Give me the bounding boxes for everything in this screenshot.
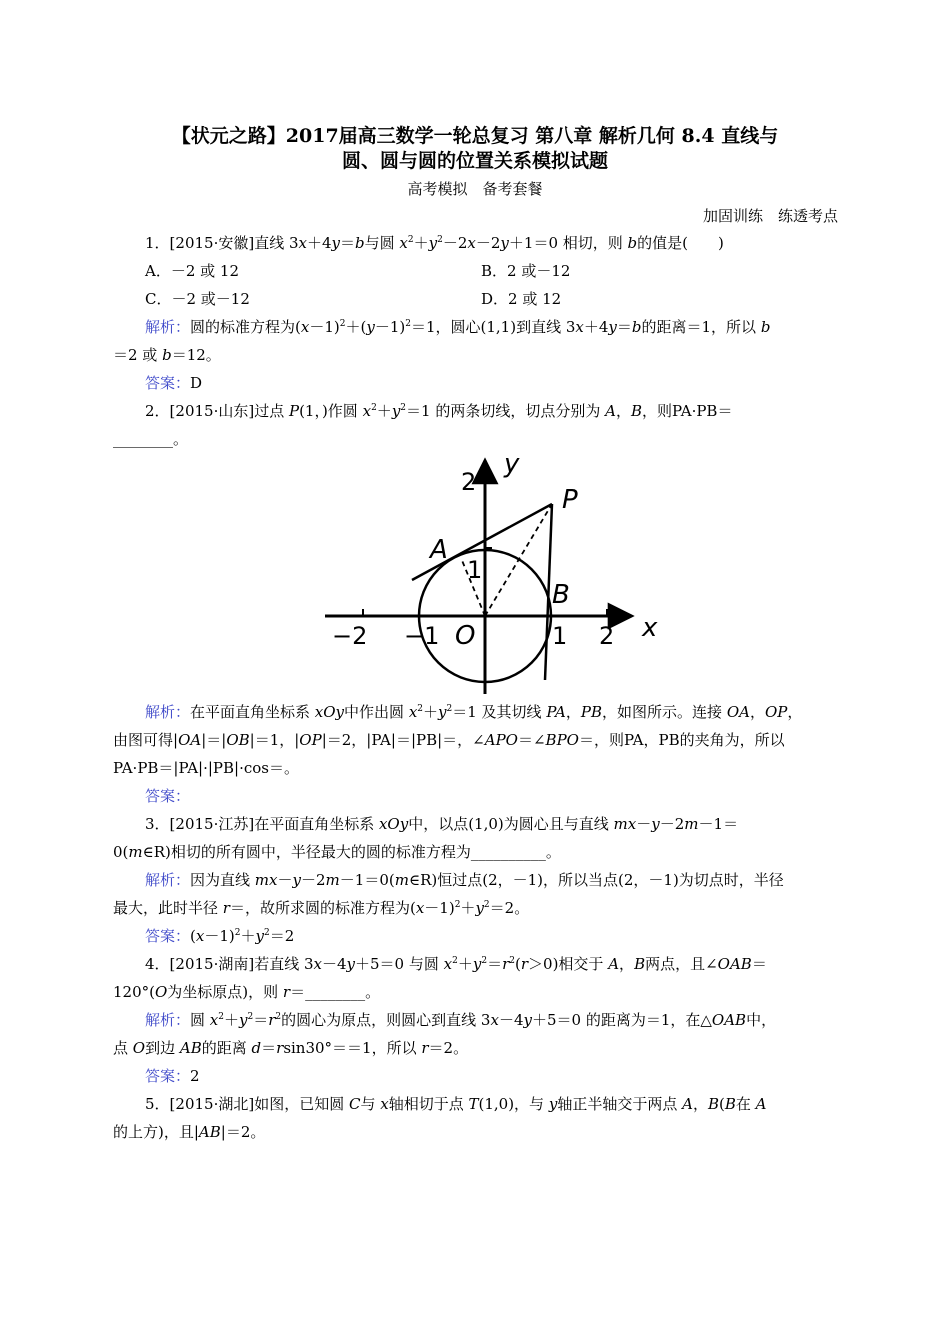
origin-label: O xyxy=(455,621,476,651)
tick-label-xm1: −1 xyxy=(404,622,440,650)
q4-analysis: 解析：圆 $x^2+y^2=r^2$的圆心为原点，则圆心到直线 3x－4y＋5＝0 的距离为＝1，在△OAB中， xyxy=(145,1011,777,1029)
q2-stem: 2．[2015·山东]过点 P(1，)作圆 $x^2+y^2=1$ 的两条切线，切点分别为 A，B，则PA·PB＝ xyxy=(145,402,733,420)
q1-option-d: D．2 或 12 xyxy=(481,290,562,308)
q3-answer: 答案：$(x-1)^2+y^2=2$ xyxy=(145,927,295,945)
q4-stem: 4．[2015·湖南]若直线 3x－4y＋5＝0 与圆 $x^2+y^2=r^2(r>0)$相交于 A，B两点，且∠OAB＝ xyxy=(145,955,767,973)
tick-label-xm2: −2 xyxy=(332,622,368,650)
q4-stem-cont: 120°(O为坐标原点)，则 r＝________。 xyxy=(113,983,381,1001)
subtitle: 高考模拟 备考套餐 xyxy=(407,180,543,198)
point-a-label: A xyxy=(430,535,448,565)
document-title: 【状元之路】2017届高三数学一轮总复习 第八章 解析几何 8.4 直线与 圆、圆与圆的位置关系模拟试题 xyxy=(171,125,779,172)
q4-analysis-cont: 点 O到边 AB的距离 d＝rsin30°＝＝1，所以 r＝2。 xyxy=(113,1039,469,1057)
q1-analysis: 解析：圆的标准方程为$(x-1)^2+(y-1)^2=1$，圆心(1,1)到直线 3x＋4y＝b的距离＝1，所以 b xyxy=(145,318,771,336)
point-b-label: B xyxy=(552,580,570,610)
q2-analysis-cont2: PA·PB＝|PA|·|PB|·cos＝。 xyxy=(113,759,299,777)
point-p-label: P xyxy=(562,485,578,515)
x-axis-label: x xyxy=(642,613,658,643)
tick-label-y1: 1 xyxy=(467,556,483,584)
q2-stem-cont: ________。 xyxy=(113,430,189,448)
q1-stem: 1．[2015·安徽]直线 3x＋4y＝b与圆 $x^2+y^2-2x-2y+1=0$ 相切，则 b的值是( ) xyxy=(145,234,724,252)
section-note: 加固训练 练透考点 xyxy=(702,207,838,225)
q4-answer: 答案：2 xyxy=(145,1067,200,1085)
q3-analysis-cont: 最大，此时半径 r＝，故所求圆的标准方程为$(x-1)^2+y^2=2$。 xyxy=(113,899,530,917)
y-axis-label: y xyxy=(504,449,520,479)
q1-option-a: A．－2 或 12 xyxy=(145,262,239,280)
q3-stem: 3．[2015·江苏]在平面直角坐标系 xOy中，以点(1,0)为圆心且与直线 mx－y－2m－1＝ xyxy=(145,815,739,833)
q1-option-b: B．2 或－12 xyxy=(481,262,571,280)
q2-analysis: 解析：在平面直角坐标系 xOy中作出圆 $x^2+y^2=1$ 及其切线 PA，PB，如图所示。连接 OA，OP， xyxy=(145,703,803,721)
q1-analysis-cont: ＝2 或 b＝12。 xyxy=(113,346,221,364)
q2-answer: 答案： xyxy=(145,787,191,805)
tick-label-y2: 2 xyxy=(461,468,477,496)
q1-answer: 答案：D xyxy=(145,374,203,392)
q3-analysis: 解析：因为直线 mx－y－2m－1＝0(m∈R)恒过点(2，－1)，所以当点(2，－1)为切点时，半径 xyxy=(145,871,784,889)
q1-option-c: C．－2 或－12 xyxy=(145,290,250,308)
q2-analysis-cont: 由图可得|OA|＝|OB|＝1，|OP|＝2，|PA|＝|PB|＝，∠APO＝∠BPO＝，则PA，PB的夹角为，所以 xyxy=(113,731,785,749)
q5-stem-cont: 的上方)，且|AB|＝2。 xyxy=(113,1123,266,1141)
tick-label-x1: 1 xyxy=(552,622,568,650)
q5-stem: 5．[2015·湖北]如图，已知圆 C与 x轴相切于点 T(1,0)，与 y轴正半轴交于两点 A，B(B在 A xyxy=(145,1095,767,1113)
q3-stem-cont: 0(m∈R)相切的所有圆中，半径最大的圆的标准方程为__________。 xyxy=(113,843,561,861)
tick-label-x2: 2 xyxy=(599,622,615,650)
circle-tangent-figure xyxy=(320,448,665,700)
